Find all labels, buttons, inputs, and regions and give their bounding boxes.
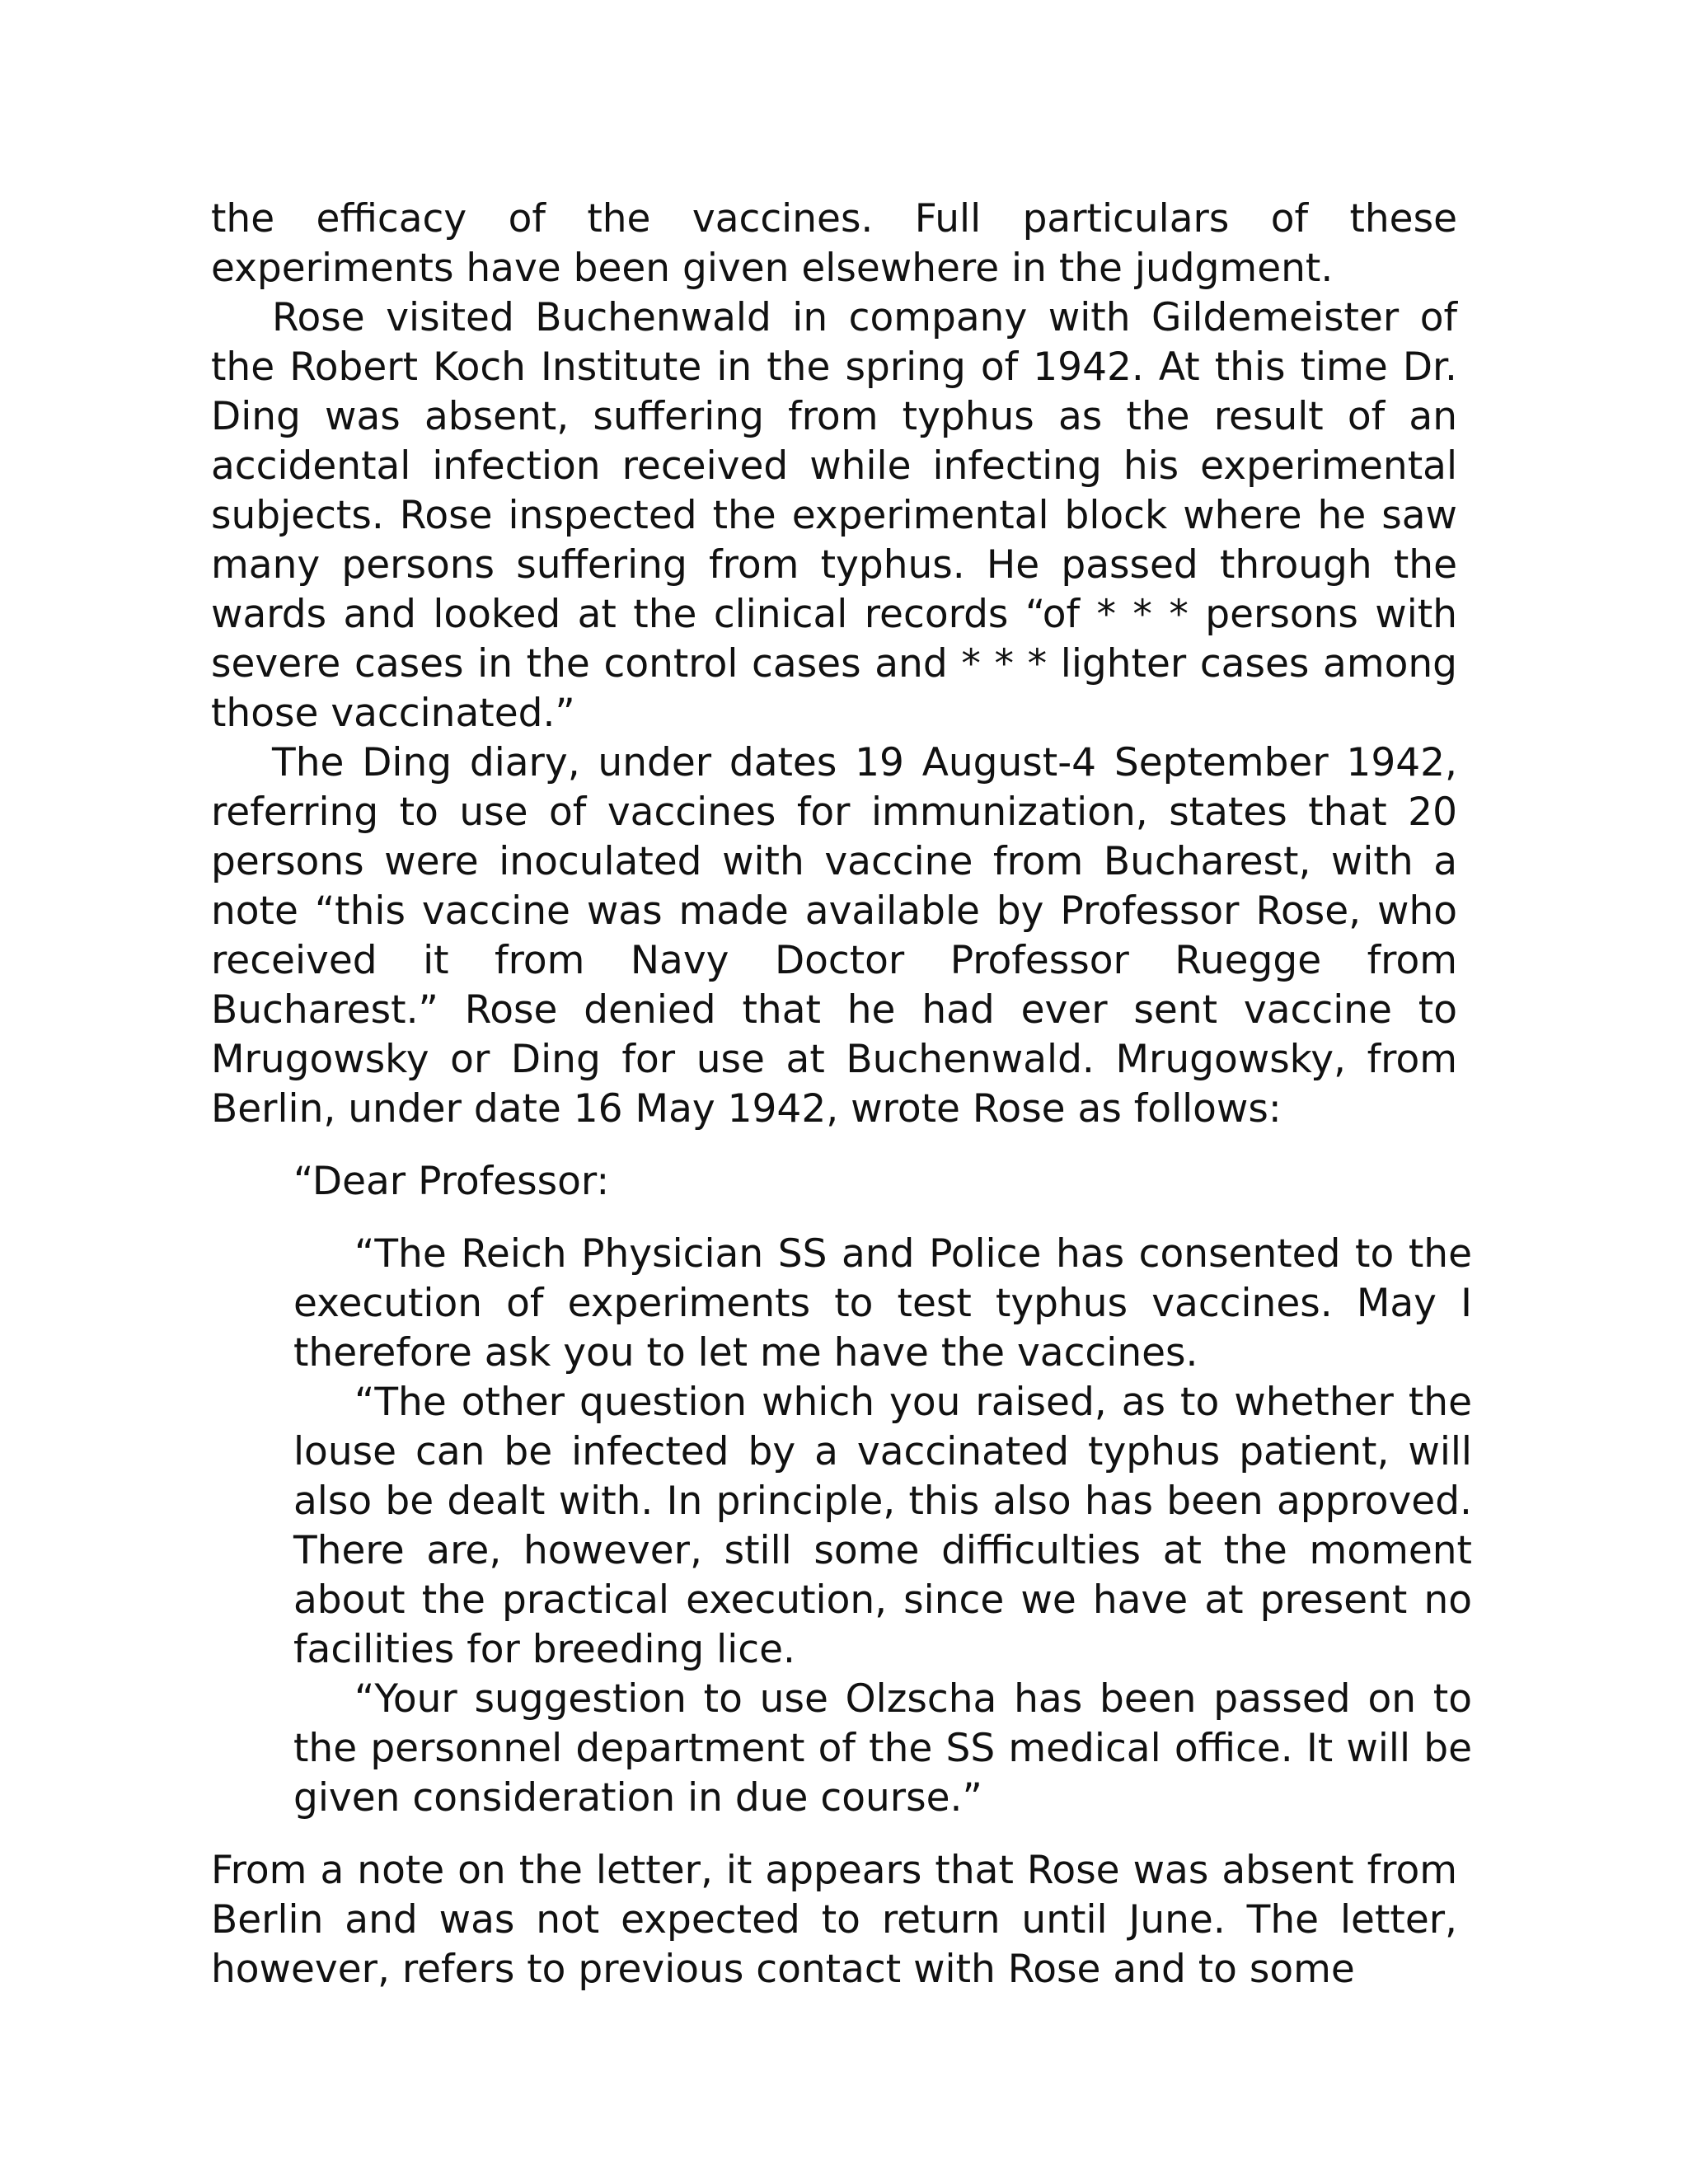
letter-salutation: “Dear Professor: [293,1159,610,1204]
letter-paragraph-2: “The other question which you raised, as to whether the louse can be infected by a vaccinated typhus patient, will also be dealt with. In principle, this also has been approved. There are, however, still some difficulties at the moment about the practical execution, since we have at present no facilities for breeding lice. [293,1380,1472,1672]
paragraph-4: From a note on the letter, it appears that Rose was absent from Berlin and was not expected to return until June. The letter, however, refers to previous contact with Rose and to some [211,1848,1457,1992]
body-text [211,194,1472,1994]
letter-paragraph-3: “Your suggestion to use Olzscha has been passed on to the personnel department of the SS medical office. It will be given consideration in due course.” [293,1676,1472,1821]
paragraph-1: the efficacy of the vaccines. Full particulars of these experiments have been given elsewhere in the judgment. [211,196,1457,291]
letter-paragraph-1: “The Reich Physician SS and Police has consented to the execution of experiments to test typhus vaccines. May I therefore ask you to let me have the vaccines. [293,1231,1472,1376]
paragraph-2: Rose visited Buchenwald in company with Gildemeister of the Robert Koch Institute in the spring of 1942. At this time Dr. Ding was absent, suffering from typhus as the result of an accidental infection received while infecting his experimental subjects. Rose inspected the experimental block where he saw many persons suffering from typhus. He passed through the wards and looked at the clinical records “of * * * persons with severe cases in the control cases and * * * lighter cases among those vaccinated.” [211,295,1457,736]
paragraph-3: The Ding diary, under dates 19 August-4 September 1942, referring to use of vaccines for immunization, states that 20 persons were inoculated with vaccine from Bucharest, with a note “this vaccine was made available by Professor Rose, who received it from Navy Doctor Professor Ruegge from Bucharest.” Rose denied that he had ever sent vaccine to Mrugowsky or Ding for use at Buchenwald. Mrugowsky, from Berlin, under date 16 May 1942, wrote Rose as follows: [211,740,1457,1132]
